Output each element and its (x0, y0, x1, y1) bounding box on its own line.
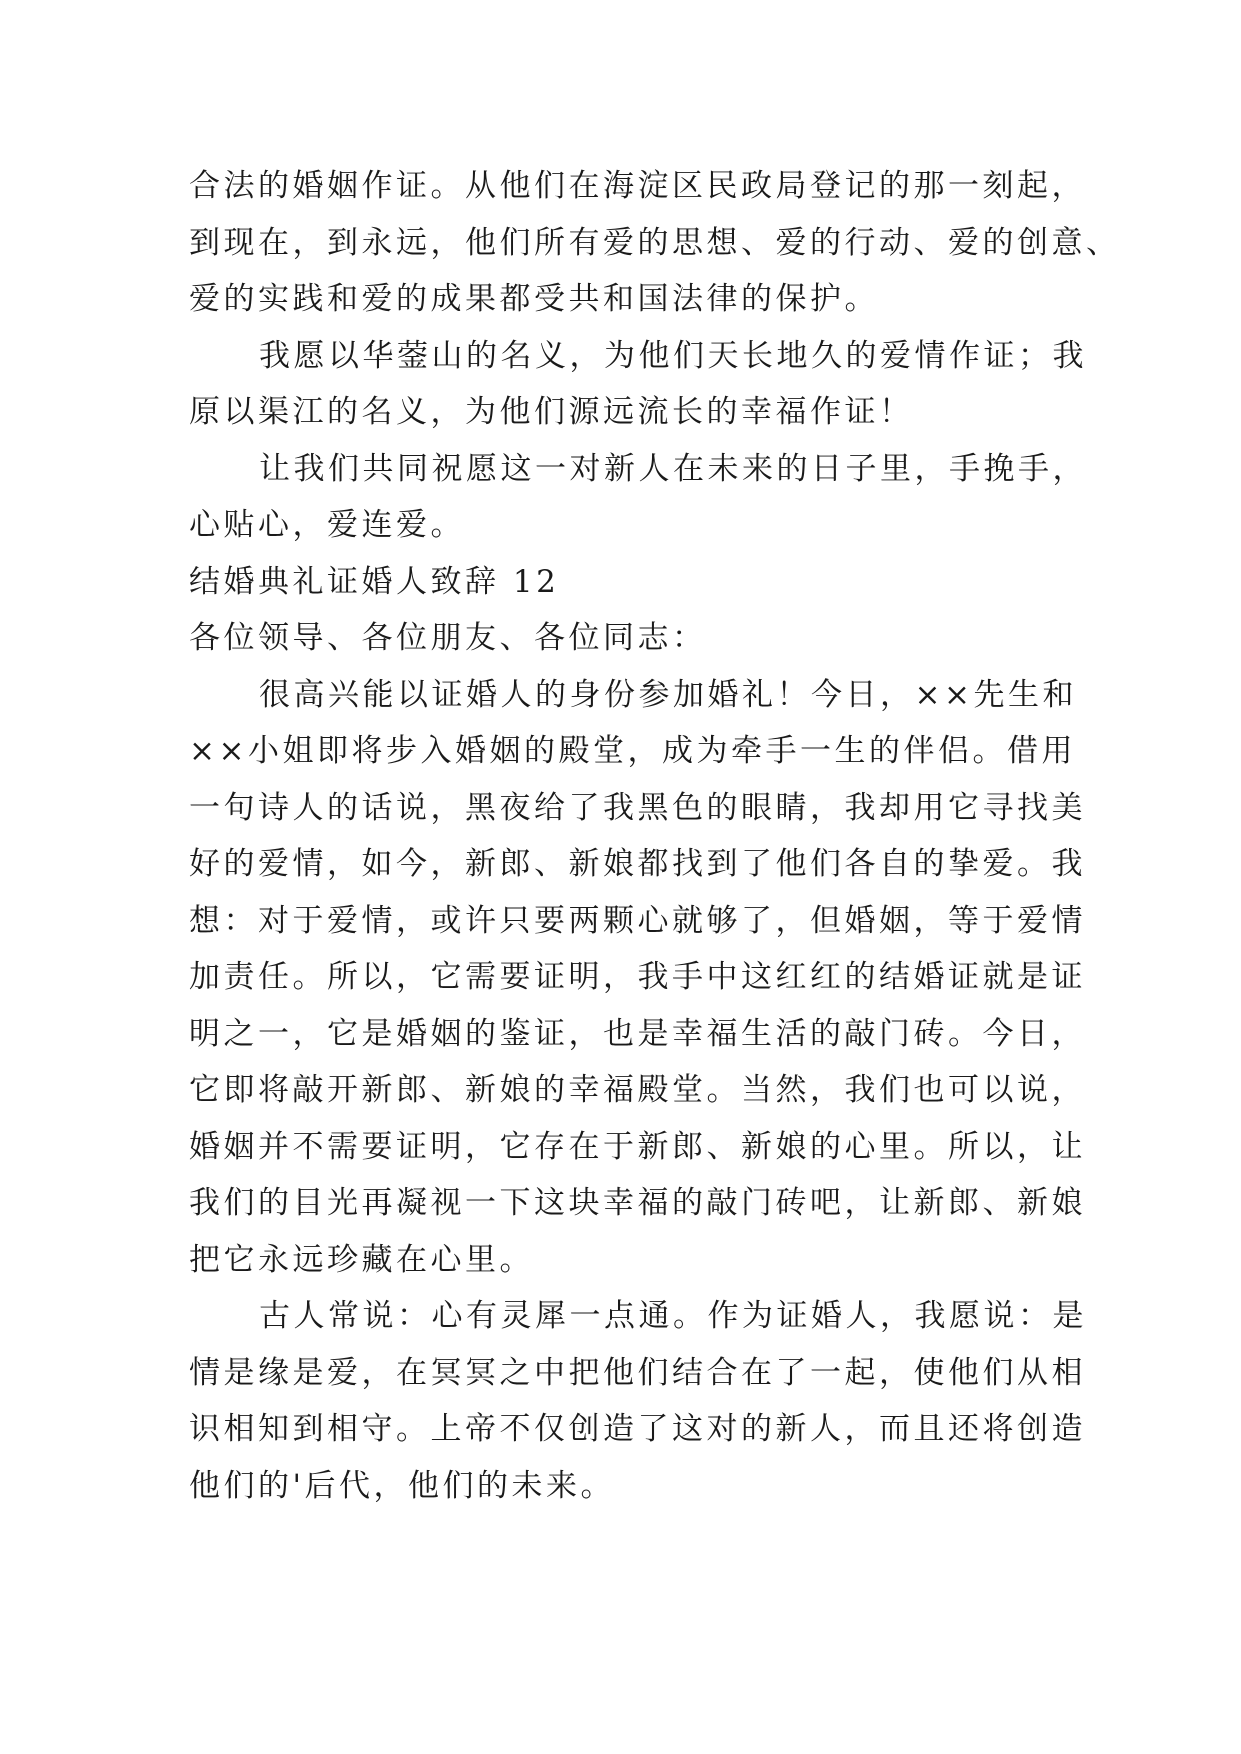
text-line: 合法的婚姻作证。从他们在海淀区民政局登记的那一刻起， (189, 168, 1086, 204)
text-line: 心贴心，爱连爱。 (189, 507, 465, 543)
text-line: 到现在，到永远，他们所有爱的思想、爱的行动、爱的创意、 (189, 224, 1121, 261)
text-line: 爱的实践和爱的成果都受共和国法律的保护。 (189, 281, 879, 317)
text-line: 好的爱情，如今，新郎、新娘都找到了他们各自的挚爱。我 (189, 846, 1086, 882)
text-line: 情是缘是爱，在冥冥之中把他们结合在了一起，使他们从相 (189, 1354, 1086, 1391)
text-line: 识相知到相守。上帝不仅创造了这对的新人，而且还将创造 (189, 1411, 1086, 1447)
text-line: 想：对于爱情，或许只要两颗心就够了，但婚姻，等于爱情 (189, 902, 1086, 939)
text-line: 它即将敲开新郎、新娘的幸福殿堂。当然，我们也可以说， (189, 1072, 1086, 1108)
text-line: 明之一，它是婚姻的鉴证，也是幸福生活的敲门砖。今日， (189, 1015, 1086, 1052)
text-line: 原以渠江的名义，为他们源远流长的幸福作证！ (189, 394, 914, 430)
text-line: 把它永远珍藏在心里。 (189, 1241, 534, 1278)
text-line: 婚姻并不需要证明，它存在于新郎、新娘的心里。所以，让 (189, 1128, 1086, 1165)
text-line: 很高兴能以证婚人的身份参加婚礼！今日，××先生和 (259, 676, 1077, 713)
document-body (189, 158, 1121, 1514)
text-line: 加责任。所以，它需要证明，我手中这红红的结婚证就是证 (189, 959, 1086, 995)
text-line: 我们的目光再凝视一下这块幸福的敲门砖吧，让新郎、新娘 (189, 1185, 1086, 1221)
salutation: 各位领导、各位朋友、各位同志： (189, 620, 707, 656)
text-line: 他们的'后代，他们的未来。 (189, 1467, 616, 1504)
text-line: 古人常说：心有灵犀一点通。作为证婚人，我愿说：是 (259, 1298, 1087, 1334)
text-line: 一句诗人的话说，黑夜给了我黑色的眼睛，我却用它寻找美 (189, 789, 1086, 826)
text-line: ××小姐即将步入婚姻的殿堂，成为牵手一生的伴侣。借用 (189, 733, 1076, 769)
section-heading: 结婚典礼证婚人致辞 12 (189, 563, 560, 600)
text-line: 我愿以华蓥山的名义，为他们天长地久的爱情作证；我 (259, 337, 1087, 374)
text-line: 让我们共同祝愿这一对新人在未来的日子里，手挽手， (259, 450, 1087, 487)
